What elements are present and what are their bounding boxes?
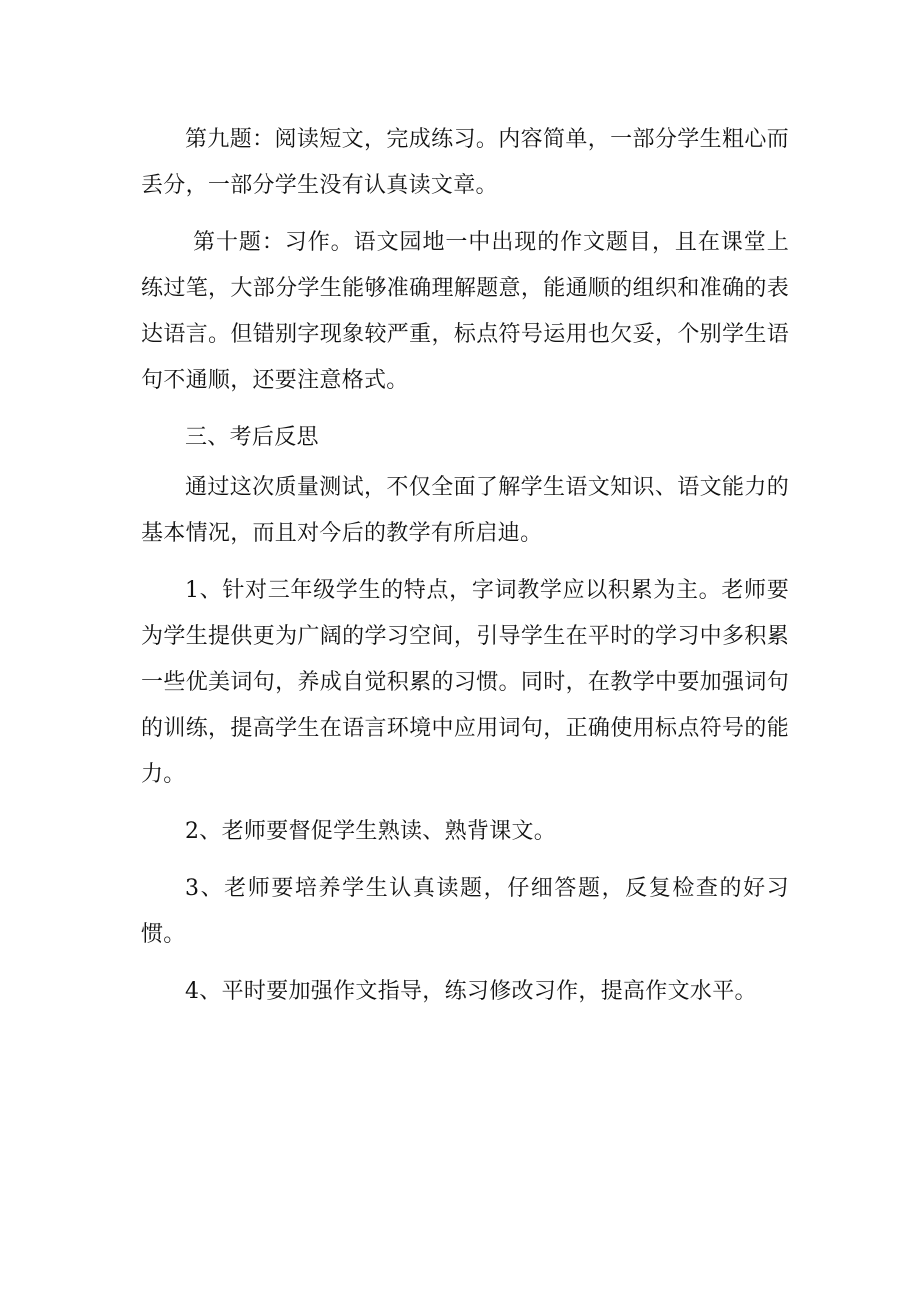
list-item-3: 3、老师要培养学生认真读题，仔细答题，反复检查的好习惯。 [141,876,789,947]
list-item-1: 1、针对三年级学生的特点，字词教学应以积累为主。老师要为学生提供更为广阔的学习空间，引导学生在平时的学习中多积累一些优美词句，养成自觉积累的习惯。同时，在教学中要加强词句的训练，提高学生在语言环境中应用词句，正确使用标点符号的能力。 [141,578,789,787]
paragraph-question-nine: 第九题：阅读短文，完成练习。内容简单，一部分学生粗心而丢分，一部分学生没有认真读文章。 [141,127,789,198]
paragraph-reflection-intro: 通过这次质量测试，不仅全面了解学生语文知识、语文能力的基本情况，而且对今后的教学有所启迪。 [141,475,789,546]
document-body [141,117,789,1026]
paragraph-question-ten: 第十题：习作。语文园地一中出现的作文题目，且在课堂上练过笔，大部分学生能够准确理解题意，能通顺的组织和准确的表达语言。但错别字现象较严重，标点符号运用也欠妥，个别学生语句不通顺，还要注意格式。 [141,230,789,393]
list-item-4: 4、平时要加强作文指导，练习修改习作，提高作文水平。 [185,979,757,1004]
section-heading-reflection: 三、考后反思 [185,425,319,450]
list-item-2: 2、老师要督促学生熟读、熟背课文。 [185,819,557,844]
